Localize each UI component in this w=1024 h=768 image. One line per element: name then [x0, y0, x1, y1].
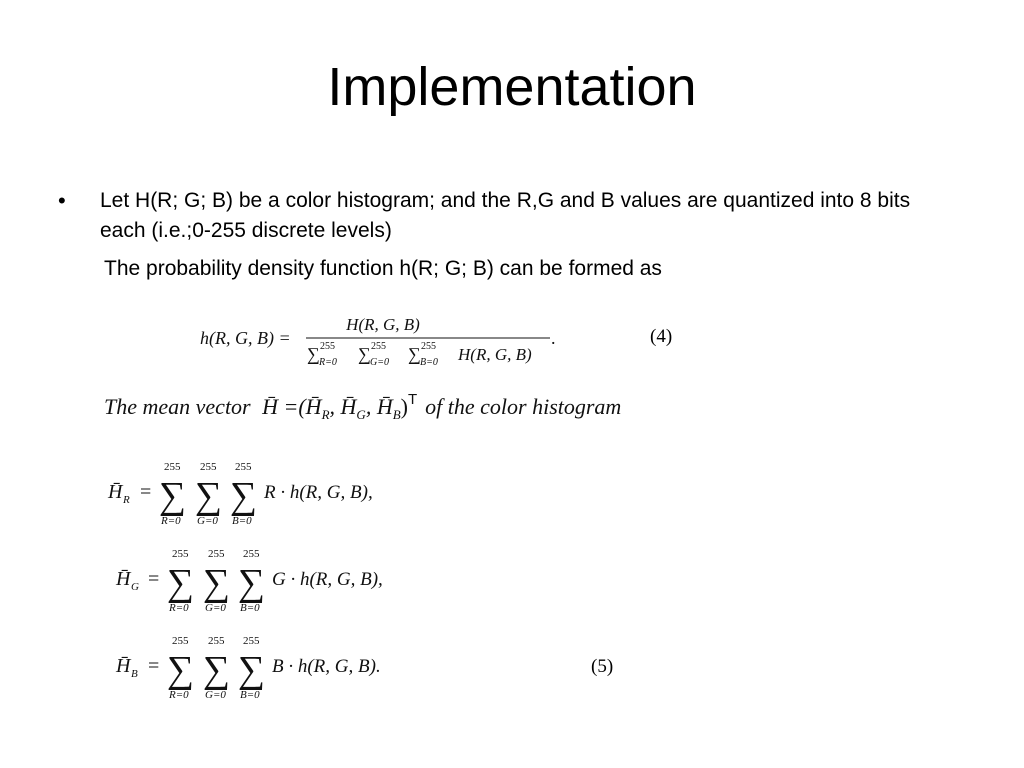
mean-vector-line — [104, 388, 744, 428]
sum-symbol: ∑ — [159, 475, 187, 517]
sum-upper: 255 — [421, 341, 436, 352]
close-paren: ) — [400, 394, 408, 419]
sum-upper: 255 — [320, 341, 335, 352]
sum-upper: 255 — [243, 548, 260, 560]
sum-symbol: ∑ — [203, 562, 231, 604]
eq-lhs: H̄ — [108, 481, 123, 503]
mean-vector-expression: H̄ =(H̄ — [262, 394, 322, 419]
sum-lower: G=0 — [370, 357, 389, 368]
sum-upper: 255 — [208, 635, 225, 647]
equation-hr — [108, 456, 408, 532]
sum-lower: R=0 — [169, 689, 189, 701]
mean-vector-trailing: of the color histogram — [425, 394, 622, 419]
sum-symbol: ∑ — [307, 344, 320, 364]
sum-upper: 255 — [371, 341, 386, 352]
sum-upper: 255 — [235, 461, 252, 473]
eq-lhs-subscript: G — [131, 581, 139, 593]
separator: , H̄ — [329, 394, 357, 419]
sum-upper: 255 — [200, 461, 217, 473]
sum-symbol: ∑ — [238, 562, 266, 604]
equation-label-4: (4) — [650, 326, 673, 347]
sum-symbol: ∑ — [203, 649, 231, 691]
equals-sign: = — [148, 655, 160, 677]
eq4-trailing: . — [551, 328, 556, 348]
subscript-b: B — [392, 407, 401, 422]
sum-upper: 255 — [164, 461, 181, 473]
sum-symbol: ∑ — [358, 344, 371, 364]
equation-4 — [200, 312, 580, 372]
svg-text:The mean vector H̄ =(H̄R — [104, 391, 621, 422]
eq4-denominator-term: H(R, G, B) — [458, 345, 532, 364]
eq4-lhs: h(R, G, B) = — [200, 328, 291, 348]
transpose: T — [407, 391, 418, 408]
sub-text: The probability density function h(R; G; B) can be formed as — [104, 257, 662, 280]
sum-symbol: ∑ — [230, 475, 258, 517]
eq-term: R · h(R, G, B), — [264, 482, 373, 503]
eq-term: G · h(R, G, B), — [272, 569, 383, 590]
sum-lower: G=0 — [205, 602, 226, 614]
bullet-marker: • — [58, 188, 66, 213]
equation-hb — [116, 630, 416, 706]
sum-lower: G=0 — [205, 689, 226, 701]
sum-symbol: ∑ — [167, 649, 195, 691]
subscript-g: G — [356, 407, 366, 422]
sum-upper: 255 — [172, 548, 189, 560]
equals-sign: = — [148, 568, 160, 590]
eq-term: B · h(R, G, B). — [272, 656, 381, 677]
sum-lower: R=0 — [169, 602, 189, 614]
sum-upper: 255 — [172, 635, 189, 647]
sum-lower: B=0 — [232, 515, 252, 527]
sum-upper: 255 — [243, 635, 260, 647]
eq-lhs: H̄ — [116, 568, 131, 590]
sum-lower: R=0 — [161, 515, 181, 527]
equation-label-5: (5) — [591, 656, 614, 677]
sum-symbol: ∑ — [167, 562, 195, 604]
sum-symbol: ∑ — [195, 475, 223, 517]
eq-lhs: H̄ — [116, 655, 131, 677]
equals-sign: = — [140, 481, 152, 503]
subscript-r: R — [321, 407, 330, 422]
slide-title: Implementation — [327, 57, 697, 117]
sum-lower: B=0 — [420, 357, 438, 368]
sum-lower: B=0 — [240, 689, 260, 701]
sum-symbol: ∑ — [238, 649, 266, 691]
sum-upper: 255 — [208, 548, 225, 560]
sum-lower: G=0 — [197, 515, 218, 527]
separator: , H̄ — [365, 394, 393, 419]
sum-lower: B=0 — [240, 602, 260, 614]
mean-vector-text: The mean vector — [104, 394, 251, 419]
sum-lower: R=0 — [319, 357, 337, 368]
equation-hg — [116, 543, 416, 619]
sum-symbol: ∑ — [408, 344, 421, 364]
eq-lhs-subscript: R — [123, 494, 130, 506]
eq-lhs-subscript: B — [131, 668, 138, 680]
bullet-text: Let H(R; G; B) be a color histogram; and the R,G and B values are quantized into 8 bits each (i.e.;0-255 discrete levels) — [100, 189, 911, 242]
eq4-numerator: H(R, G, B) — [346, 315, 420, 334]
